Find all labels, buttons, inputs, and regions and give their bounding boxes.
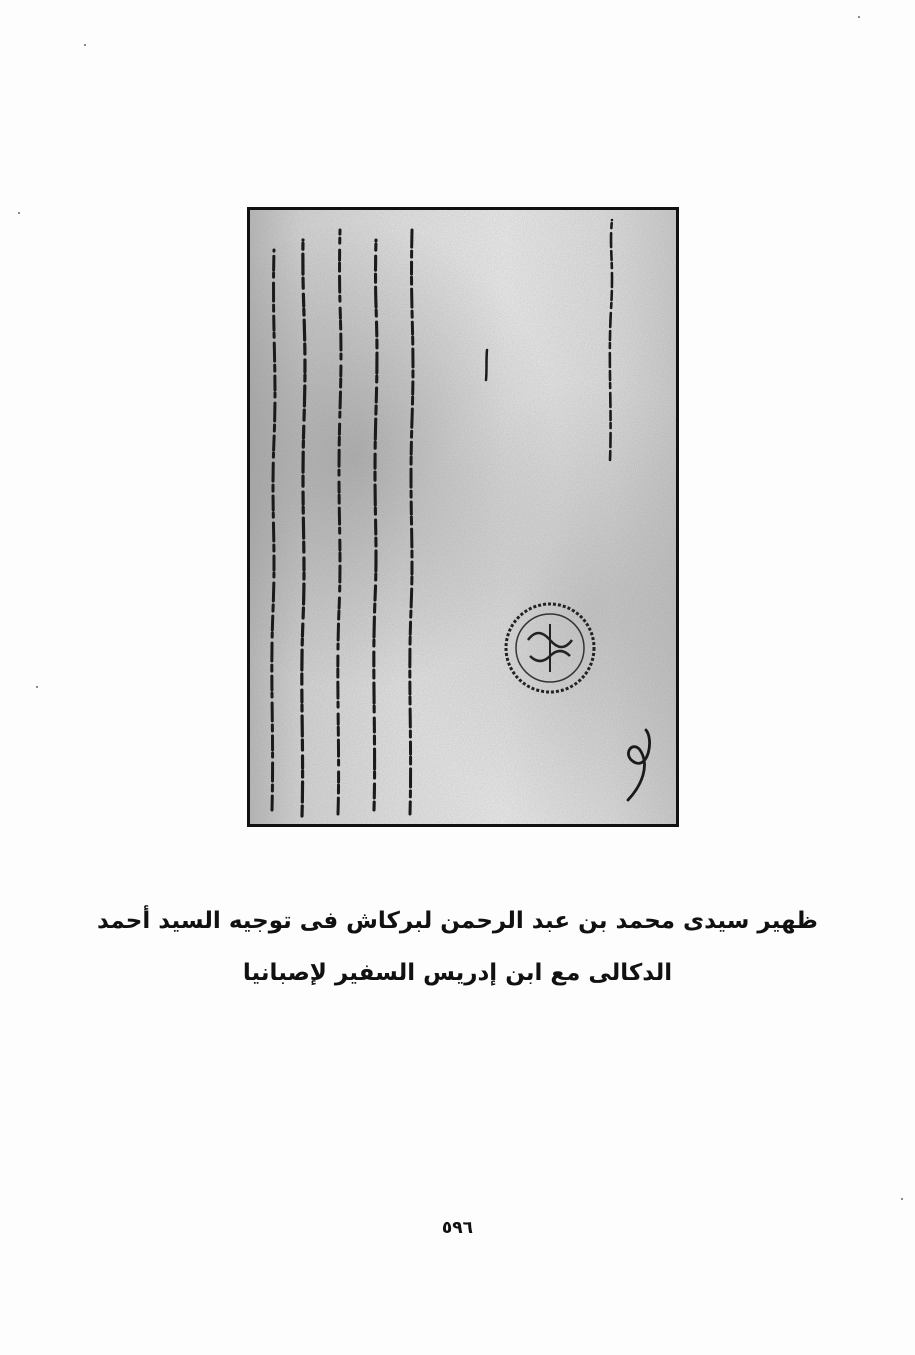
manuscript-image <box>247 207 679 827</box>
caption-line-2: الدكالى مع ابن إدريس السفير لإصبانيا <box>242 960 673 986</box>
scan-speck <box>858 16 860 18</box>
scan-speck <box>901 1198 903 1200</box>
caption-line-1: ظهير سيدى محمد بن عبد الرحمن لبركاش فى توجيه السيد أحمد <box>97 908 818 934</box>
scan-speck <box>36 686 38 688</box>
scan-speck <box>84 44 86 46</box>
scan-speck <box>18 212 20 214</box>
page-number: ٥٩٦ <box>441 1218 474 1238</box>
manuscript-scan-illustration <box>250 210 676 824</box>
